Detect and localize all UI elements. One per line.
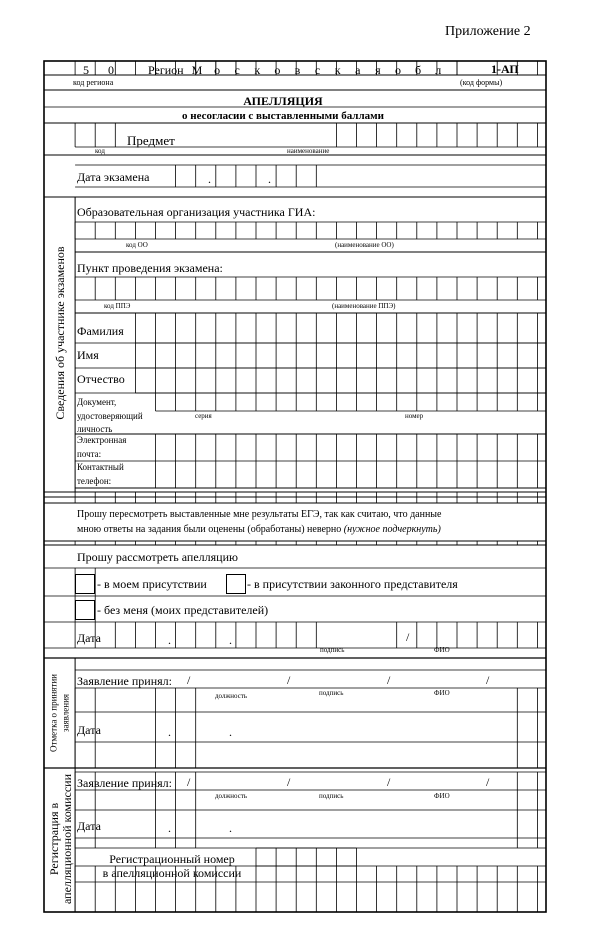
option-representative-label: - в присутствии законного представителя xyxy=(247,577,458,591)
acceptance-date-dot-2: . xyxy=(229,725,232,739)
document-label-line-2: удостоверяющий xyxy=(77,411,143,421)
edu-org-label: Образовательная организация участника ГИА: xyxy=(77,205,316,219)
region-name-letter[interactable]: в xyxy=(294,63,301,77)
region-code-digit-1[interactable]: 5 xyxy=(83,63,89,77)
document-number-caption: номер xyxy=(405,412,424,420)
acceptance-position-caption: должность xyxy=(215,692,248,700)
acceptance-signature-caption: подпись xyxy=(319,689,344,697)
request-text-line-2: мною ответы на задания были оценены (обработаны) неверно (нужное подчеркнуть) xyxy=(77,524,441,535)
exam-date-label: Дата экзамена xyxy=(77,170,150,184)
form-title: АПЕЛЛЯЦИЯ xyxy=(243,94,323,108)
request-note: (нужное подчеркнуть) xyxy=(343,524,441,535)
reg-number-label-line-1: Регистрационный номер xyxy=(109,852,235,866)
region-name-letter[interactable]: к xyxy=(254,63,261,77)
region-name-letter[interactable]: о xyxy=(214,63,221,77)
email-label-line-1: Электронная xyxy=(77,435,127,445)
region-name-letter[interactable]: а xyxy=(355,63,361,77)
participant-section-label: Сведения об участнике экзаменов xyxy=(53,246,67,420)
form-code: 1-АП xyxy=(491,62,519,76)
registration-position-caption: должность xyxy=(215,792,248,800)
application-slash: / xyxy=(406,630,410,644)
registration-fio-caption: ФИО xyxy=(434,792,450,800)
registration-date-dot-1: . xyxy=(168,821,171,835)
form-subtitle: о несогласии с выставленными баллами xyxy=(182,110,384,122)
acceptance-slash-3: / xyxy=(387,673,391,687)
region-label: Регион xyxy=(148,63,184,77)
acceptance-section-label-1: Отметка о принятии xyxy=(48,674,59,752)
exam-point-label: Пункт проведения экзамена: xyxy=(77,261,223,275)
patronymic-label: Отчество xyxy=(77,372,125,386)
acceptance-fio-caption: ФИО xyxy=(434,689,450,697)
acceptance-date-label: Дата xyxy=(77,723,101,737)
registration-slash-3: / xyxy=(387,775,391,789)
region-name-letter[interactable]: о xyxy=(274,63,281,77)
subject-label: Предмет xyxy=(127,133,175,148)
exam-date-dot-2: . xyxy=(268,172,271,186)
region-name-letter[interactable]: с xyxy=(314,63,321,77)
surname-label: Фамилия xyxy=(77,324,124,338)
application-fio-caption: ФИО xyxy=(434,646,450,654)
region-name-letter[interactable]: М xyxy=(191,63,203,77)
consider-label: Прошу рассмотреть апелляцию xyxy=(77,550,238,564)
registration-date-label: Дата xyxy=(77,819,101,833)
request-text-line-1: Прошу пересмотреть выставленные мне результаты ЕГЭ, так как считаю, что данные xyxy=(77,509,442,520)
first-name-label: Имя xyxy=(77,348,99,362)
acceptance-slash-2: / xyxy=(287,673,291,687)
application-date-dot-2: . xyxy=(229,633,232,647)
option-representative-checkbox[interactable] xyxy=(226,574,246,594)
option-absent-checkbox[interactable] xyxy=(75,600,95,620)
document-series-caption: серия xyxy=(195,412,212,420)
region-name-letter[interactable]: б xyxy=(415,63,422,77)
acceptance-received-label: Заявление принял: xyxy=(77,674,172,688)
ppe-code-caption: код ППЭ xyxy=(104,302,131,310)
phone-label-line-2: телефон: xyxy=(77,476,112,486)
registration-slash-1: / xyxy=(187,775,191,789)
acceptance-section-label-2: заявления xyxy=(60,693,71,733)
form-code-caption: (код формы) xyxy=(460,78,503,87)
registration-section-label-2: апелляционной комиссии xyxy=(60,773,74,905)
region-name-letter[interactable]: о xyxy=(395,63,401,77)
phone-label-line-1: Контактный xyxy=(77,462,124,472)
option-present-checkbox[interactable] xyxy=(75,574,95,594)
email-label-line-2: почта: xyxy=(77,449,102,459)
application-signature-caption: подпись xyxy=(320,646,345,654)
region-name-letter[interactable]: я xyxy=(375,63,381,77)
subject-code-caption: код xyxy=(95,147,105,155)
application-date-label: Дата xyxy=(77,631,101,645)
oo-code-caption: код ОО xyxy=(126,241,148,249)
registration-section-label-1: Регистрация в xyxy=(47,802,61,876)
application-date-dot-1: . xyxy=(168,633,171,647)
option-absent-label: - без меня (моих представителей) xyxy=(97,603,269,617)
acceptance-date-dot-1: . xyxy=(168,725,171,739)
exam-date-dot-1: . xyxy=(208,172,211,186)
registration-date-dot-2: . xyxy=(229,821,232,835)
document-label-line-3: личность xyxy=(77,424,113,434)
region-code-digit-2[interactable]: 0 xyxy=(108,63,114,77)
region-code-caption: код региона xyxy=(73,78,114,87)
acceptance-slash-1: / xyxy=(187,673,191,687)
registration-signature-caption: подпись xyxy=(319,792,344,800)
subject-name-caption: наименование xyxy=(287,147,330,155)
registration-slash-2: / xyxy=(287,775,291,789)
appendix-label: Приложение 2 xyxy=(445,24,531,39)
registration-slash-4: / xyxy=(486,775,490,789)
region-name-letter[interactable]: к xyxy=(334,63,341,77)
document-label-line-1: Документ, xyxy=(77,397,117,407)
acceptance-slash-4: / xyxy=(486,673,490,687)
registration-received-label: Заявление принял: xyxy=(77,776,172,790)
region-name-letter[interactable]: с xyxy=(234,63,240,77)
oo-name-caption: (наименование ОО) xyxy=(335,241,394,249)
reg-number-label-line-2: в апелляционной комиссии xyxy=(102,866,242,880)
option-present-label: - в моем присутствии xyxy=(97,577,207,591)
ppe-name-caption: (наименование ППЭ) xyxy=(332,302,396,310)
region-name-letter[interactable]: л xyxy=(435,63,442,77)
